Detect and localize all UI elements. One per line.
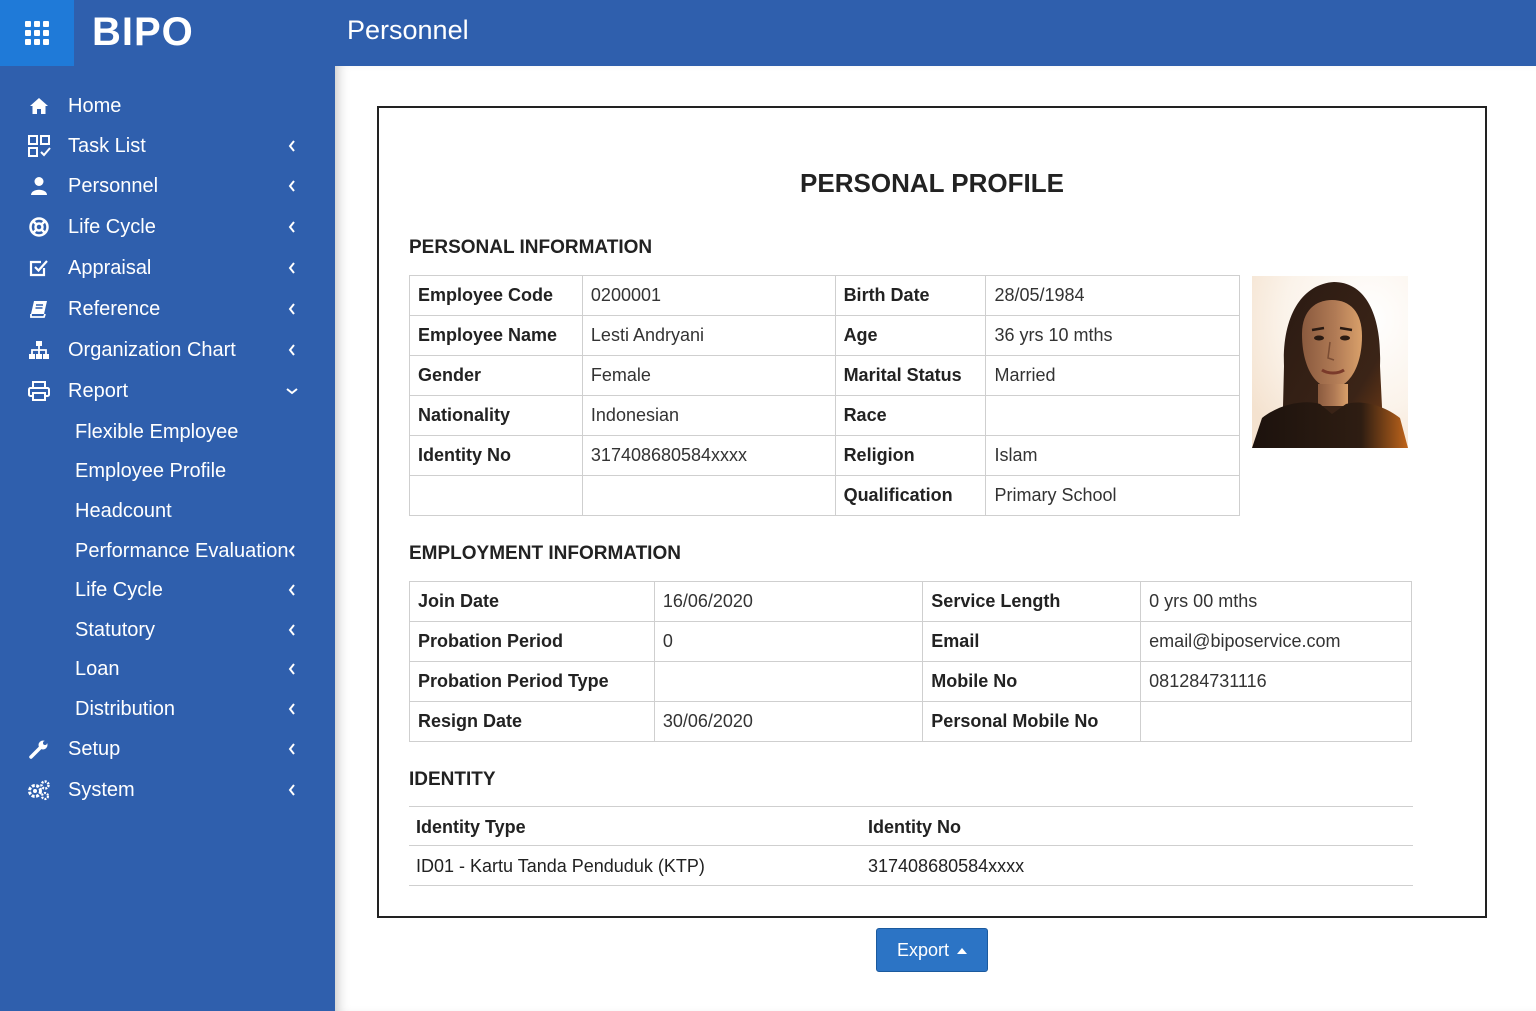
chevron-left-icon (285, 220, 299, 234)
field-value: Lesti Andryani (582, 316, 835, 356)
field-label: Resign Date (410, 702, 655, 742)
field-value: Female (582, 356, 835, 396)
table-row (409, 846, 1413, 886)
sidebar-subitem-label: Performance Evaluation (75, 539, 289, 562)
sidebar-subitem-distribution[interactable] (0, 689, 335, 729)
chevron-left-icon (285, 139, 299, 153)
field-label (410, 476, 583, 516)
chevron-left-icon (285, 544, 299, 558)
field-value: 16/06/2020 (654, 582, 922, 622)
user-icon (26, 173, 52, 199)
sidebar-item-life-cycle[interactable] (0, 207, 335, 247)
field-value (582, 476, 835, 516)
field-value: email@biposervice.com (1141, 622, 1412, 662)
export-button-label: Export (896, 939, 950, 960)
sidebar-item-reference[interactable] (0, 289, 335, 329)
chevron-left-icon (285, 662, 299, 676)
chevron-down-icon (285, 384, 299, 398)
sidebar-item-label: Reference (68, 297, 161, 320)
field-label: Qualification (835, 476, 986, 516)
sidebar-subitem-label: Distribution (75, 697, 176, 720)
profile-title: PERSONAL PROFILE (800, 168, 1064, 198)
sidebar-subitem-headcount[interactable] (0, 491, 335, 531)
personal-profile-panel (377, 106, 1487, 918)
field-value: 0200001 (582, 276, 835, 316)
field-value: 30/06/2020 (654, 702, 922, 742)
apps-menu-button[interactable] (0, 0, 74, 66)
chevron-left-icon (285, 179, 299, 193)
table-row (410, 702, 1412, 742)
table-row (410, 276, 1240, 316)
sidebar-subitem-label: Loan (75, 657, 120, 680)
sidebar-item-label: System (68, 778, 135, 801)
table-row (410, 582, 1412, 622)
task-list-icon (26, 133, 52, 159)
table-row (410, 662, 1412, 702)
field-label: Marital Status (835, 356, 986, 396)
sidebar-subitem-life-cycle[interactable] (0, 570, 335, 610)
home-icon (26, 93, 52, 119)
field-value: Indonesian (582, 396, 835, 436)
field-value: 0 (654, 622, 922, 662)
personal-information-table (409, 275, 1240, 516)
sidebar-item-label: Appraisal (68, 256, 152, 279)
sidebar-item-label: Personnel (68, 174, 159, 197)
field-value: Islam (986, 436, 1240, 476)
chevron-left-icon (285, 261, 299, 275)
field-label: Probation Period (410, 622, 655, 662)
field-value (654, 662, 922, 702)
sidebar-item-report[interactable] (0, 371, 335, 411)
sidebar-subitem-loan[interactable] (0, 649, 335, 689)
field-value: 36 yrs 10 mths (986, 316, 1240, 356)
field-value: 081284731116 (1141, 662, 1412, 702)
top-bar (0, 0, 1536, 66)
field-label: Probation Period Type (410, 662, 655, 702)
field-value: Primary School (986, 476, 1240, 516)
sidebar-subitem-label: Statutory (75, 618, 156, 641)
identity-table (409, 806, 1413, 886)
table-row (410, 436, 1240, 476)
grid-icon (25, 21, 49, 45)
table-header-row (409, 806, 1413, 846)
chevron-left-icon (285, 343, 299, 357)
field-value (1141, 702, 1412, 742)
sidebar-item-personnel[interactable] (0, 166, 335, 206)
field-label: Race (835, 396, 986, 436)
chevron-left-icon (285, 583, 299, 597)
identity-heading: IDENTITY (409, 769, 496, 790)
sidebar-item-setup[interactable] (0, 729, 335, 769)
checkbox-icon (26, 255, 52, 281)
identity-type-cell: ID01 - Kartu Tanda Penduduk (KTP) (416, 856, 705, 876)
table-row (410, 356, 1240, 396)
field-value (986, 396, 1240, 436)
sidebar-item-organization-chart[interactable] (0, 330, 335, 370)
sidebar-item-system[interactable] (0, 770, 335, 810)
sidebar-item-label: Report (68, 379, 129, 402)
field-label: Email (923, 622, 1141, 662)
wrench-icon (26, 736, 52, 762)
field-label: Identity No (410, 436, 583, 476)
employment-information-table (409, 581, 1412, 742)
table-row (410, 316, 1240, 356)
book-icon (26, 296, 52, 322)
app-logo[interactable]: BIPO (92, 10, 194, 54)
sidebar-subitem-label: Flexible Employee (75, 420, 239, 443)
sidebar-item-label: Organization Chart (68, 338, 236, 361)
field-label: Employee Name (410, 316, 583, 356)
field-label: Birth Date (835, 276, 986, 316)
export-button[interactable] (876, 928, 988, 972)
field-label: Nationality (410, 396, 583, 436)
sidebar-item-home[interactable] (0, 86, 335, 126)
caret-up-icon (957, 948, 967, 954)
org-chart-icon (26, 337, 52, 363)
sidebar-subitem-label: Headcount (75, 499, 172, 522)
column-header: Identity No (868, 817, 961, 837)
sidebar-item-label: Home (68, 94, 122, 117)
table-row (410, 476, 1240, 516)
sidebar (0, 66, 335, 1011)
sidebar-item-task-list[interactable] (0, 126, 335, 166)
employee-photo (1252, 276, 1408, 448)
sidebar-subitem-label: Life Cycle (75, 578, 163, 601)
chevron-left-icon (285, 623, 299, 637)
identity-no-cell: 317408680584xxxx (868, 856, 1025, 876)
column-header: Identity Type (416, 817, 526, 837)
table-row (410, 622, 1412, 662)
field-value: 28/05/1984 (986, 276, 1240, 316)
field-label: Gender (410, 356, 583, 396)
sidebar-subitem-flexible-employee[interactable] (0, 412, 335, 452)
page-title: Personnel (347, 15, 469, 45)
field-label: Employee Code (410, 276, 583, 316)
sidebar-subitem-label: Employee Profile (75, 459, 227, 482)
sidebar-item-appraisal[interactable] (0, 248, 335, 288)
chevron-left-icon (285, 302, 299, 316)
field-label: Service Length (923, 582, 1141, 622)
sidebar-item-label: Life Cycle (68, 215, 156, 238)
sidebar-subitem-employee-profile[interactable] (0, 451, 335, 491)
sidebar-subitem-performance-evaluation[interactable] (0, 531, 335, 571)
field-label: Personal Mobile No (923, 702, 1141, 742)
printer-icon (26, 378, 52, 404)
sidebar-item-label: Task List (68, 134, 146, 157)
sidebar-item-label: Setup (68, 737, 121, 760)
table-row (410, 396, 1240, 436)
employment-information-heading: EMPLOYMENT INFORMATION (409, 543, 681, 564)
gears-icon (26, 777, 52, 803)
chevron-left-icon (285, 702, 299, 716)
personal-information-heading: PERSONAL INFORMATION (409, 237, 653, 258)
field-label: Join Date (410, 582, 655, 622)
field-value: 317408680584xxxx (582, 436, 835, 476)
chevron-left-icon (285, 742, 299, 756)
lifebuoy-icon (26, 214, 52, 240)
field-value: 0 yrs 00 mths (1141, 582, 1412, 622)
chevron-left-icon (285, 783, 299, 797)
field-value: Married (986, 356, 1240, 396)
sidebar-subitem-statutory[interactable] (0, 610, 335, 650)
field-label: Religion (835, 436, 986, 476)
field-label: Mobile No (923, 662, 1141, 702)
field-label: Age (835, 316, 986, 356)
